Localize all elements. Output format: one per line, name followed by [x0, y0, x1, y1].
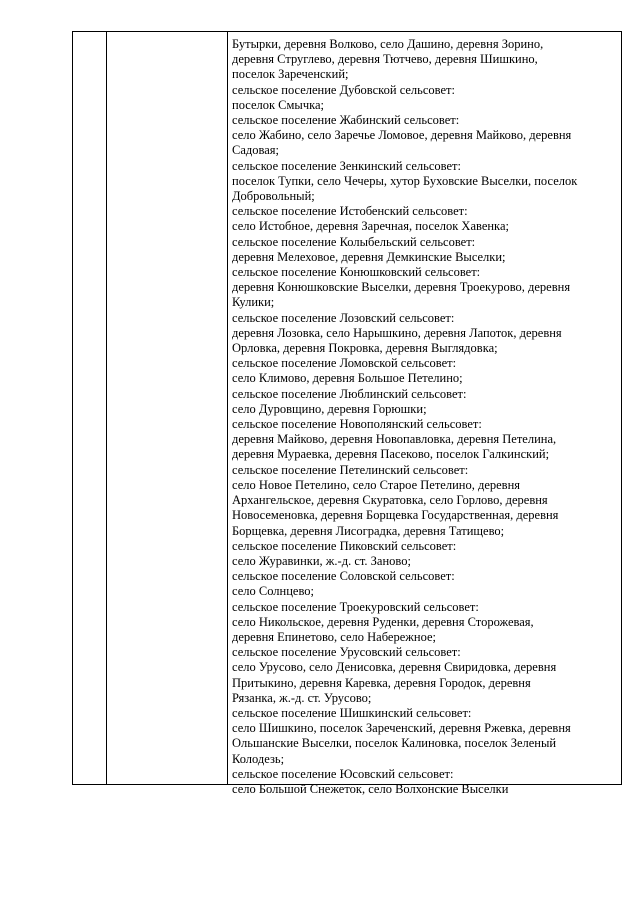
text-line: Садовая; — [232, 143, 280, 158]
text-line: Добровольный; — [232, 189, 315, 204]
text-line: Бутырки, деревня Волково, село Дашино, деревня Зорино, — [232, 37, 544, 51]
text-line: сельское поселение Ломовской сельсовет: — [232, 356, 457, 371]
text-line: Кулики; — [232, 295, 275, 310]
text-line: Борщевка, деревня Лисоградка, деревня Татищево; — [232, 523, 505, 538]
table-cell-settlements — [232, 37, 626, 797]
text-line: деревня Струглево, деревня Тютчево, деревня Шишкино, — [232, 52, 538, 67]
table-cell-name — [107, 32, 227, 784]
text-line: сельское поселение Петелинский сельсовет: — [232, 462, 469, 477]
text-line: деревня Мураевка, деревня Пасеково, поселок Галкинский; — [232, 447, 550, 462]
text-line: поселок Зареченский; — [232, 67, 349, 82]
table-cell-number — [73, 32, 106, 784]
text-line: сельское поселение Лозовский сельсовет: — [232, 310, 455, 325]
text-line: сельское поселение Колыбельский сельсовет: — [232, 234, 476, 249]
text-line: село Урусово, село Денисовка, деревня Свиридовка, деревня — [232, 660, 557, 675]
text-line: поселок Смычка; — [232, 97, 325, 112]
text-line: село Новое Петелино, село Старое Петелино, деревня — [232, 477, 521, 492]
text-line: Архангельское, деревня Скуратовка, село Горлово, деревня — [232, 493, 548, 508]
text-line: село Истобное, деревня Заречная, поселок Хавенка; — [232, 219, 509, 234]
text-line: Новосеменовка, деревня Борщевка Государственная, деревня — [232, 508, 559, 523]
text-line: Колодезь; — [232, 751, 285, 766]
text-line: сельское поселение Урусовский сельсовет: — [232, 645, 461, 660]
text-line: Ольшанские Выселки, поселок Калиновка, поселок Зеленый — [232, 736, 557, 751]
text-line: село Дуровщино, деревня Горюшки; — [232, 401, 427, 416]
text-line: деревня Майково, деревня Новопавловка, деревня Петелина, — [232, 432, 557, 447]
text-line: сельское поселение Соловской сельсовет: — [232, 569, 455, 584]
text-line: сельское поселение Истобенский сельсовет: — [232, 204, 468, 219]
text-line: сельское поселение Зенкинский сельсовет: — [232, 158, 461, 173]
text-line: Притыкино, деревня Каревка, деревня Городок, деревня — [232, 675, 531, 690]
text-line: село Никольское, деревня Руденки, деревня Сторожевая, — [232, 614, 534, 629]
document-table — [72, 31, 622, 796]
text-line: деревня Епинетово, село Набережное; — [232, 629, 437, 644]
text-line: сельское поселение Новополянский сельсовет: — [232, 417, 482, 432]
text-line: село Шишкино, поселок Зареченский, деревня Ржевка, деревня — [232, 721, 571, 736]
text-line: деревня Конюшковские Выселки, деревня Троекурово, деревня — [232, 280, 571, 295]
text-line: Рязанка, ж.-д. ст. Урусово; — [232, 690, 372, 705]
text-line: сельское поселение Юсовский сельсовет: — [232, 766, 454, 781]
text-line: поселок Тупки, село Чечеры, хутор Буховские Выселки, поселок — [232, 173, 578, 188]
text-line: сельское поселение Шишкинский сельсовет: — [232, 705, 472, 720]
text-line: село Большой Снежеток, село Волхонские Выселки — [232, 781, 509, 796]
text-line: село Солнцево; — [232, 584, 314, 599]
text-line: село Жабино, село Заречье Ломовое, деревня Майково, деревня — [232, 128, 572, 143]
text-line: Орловка, деревня Покровка, деревня Выглядовка; — [232, 341, 498, 356]
text-line: сельское поселение Жабинский сельсовет: — [232, 113, 460, 128]
text-line: деревня Лозовка, село Нарышкино, деревня Лапоток, деревня — [232, 325, 562, 340]
text-line: сельское поселение Дубовской сельсовет: — [232, 82, 455, 97]
text-line: сельское поселение Троекуровский сельсовет: — [232, 599, 479, 614]
text-line: деревня Мелеховое, деревня Демкинские Выселки; — [232, 249, 506, 264]
text-line: сельское поселение Люблинский сельсовет: — [232, 386, 467, 401]
text-line: село Климово, деревня Большое Петелино; — [232, 371, 463, 386]
text-line: сельское поселение Конюшковский сельсовет: — [232, 265, 481, 280]
text-line: сельское поселение Пиковский сельсовет: — [232, 538, 457, 553]
column-divider-2 — [227, 32, 228, 784]
text-line: село Журавинки, ж.-д. ст. Заново; — [232, 553, 411, 568]
